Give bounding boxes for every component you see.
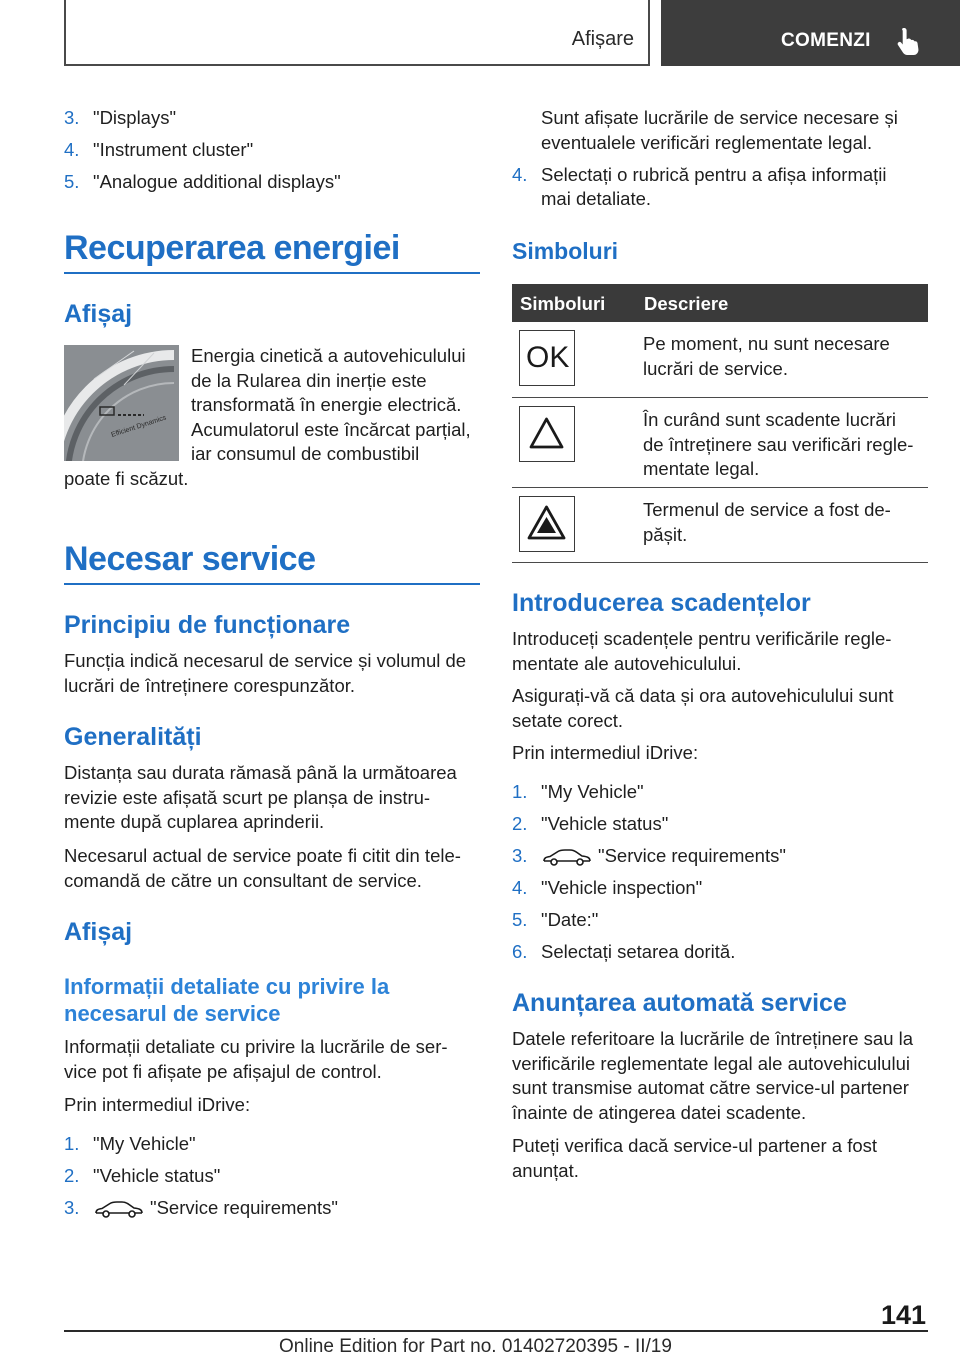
header-chapter-label: COMENZI [781,30,871,51]
heading-line: Informații detaliate cu privire la [64,974,390,999]
principiu-paragraph [64,649,494,698]
list-number: 3. [64,1197,80,1218]
list-text: "My Vehicle" [541,781,644,802]
heading-rule [64,583,480,585]
generalitati-paragraph-2 [64,844,494,893]
list-item [64,170,480,194]
list-text: Selectați setarea dorită. [541,941,736,962]
list-text: "Service requirements" [150,1197,338,1218]
text-line: Introduceți scadențele pentru verificările regle- [512,628,892,649]
text-line: Distanța sau durata rămasă până la următoarea [64,762,457,783]
text-line: setate corect. [512,709,624,731]
text-line: mentate ale autovehiculului. [512,652,742,674]
heading-recuperarea-energiei: Recuperarea energiei [64,229,400,267]
car-outline-icon [542,848,592,866]
table-header-description: Descriere [644,293,729,314]
pointing-hand-icon [893,26,923,56]
text-line: comandă de către un consultant de service. [64,869,422,891]
text-line: transformată în energie electrică. [191,394,462,415]
heading-generalitati: Generalități [64,723,202,751]
afisaj-paragraph [191,344,491,467]
footer-edition-text: Online Edition for Part no. 01402720395 - II/19 [279,1336,672,1357]
heading-line: necesarul de service [64,1001,281,1026]
header-section-label: Afișare [571,28,634,50]
text-line: Sunt afișate lucrările de service necesare și [541,107,898,128]
text-line: mentate legal. [643,458,760,479]
table-row-rule [512,487,928,488]
heading-afisaj: Afișaj [64,300,133,328]
warning-triangle-filled-icon [519,496,575,552]
list-item [64,138,480,162]
text-line: vice pot fi afișate pe afișajul de control. [64,1060,382,1082]
list-item [64,1132,480,1156]
text-line: lucrări de service. [643,357,788,379]
list-number: 2. [64,1165,80,1186]
list-item [512,163,928,213]
heading-necesar-service: Necesar service [64,540,316,578]
text-line: Necesarul actual de service poate fi citit din tele- [64,845,461,866]
list-item [64,1196,480,1220]
list-text: "Analogue additional displays" [93,171,341,192]
info-paragraph [64,1035,494,1084]
text-line: eventualele verificări reglementate legal. [541,131,873,153]
table-row-rule [512,562,928,563]
list-number: 4. [512,877,528,898]
list-number: 3. [64,107,80,128]
warning-triangle-icon [519,406,575,462]
list-text: "Vehicle inspection" [541,877,703,898]
list-number: 4. [512,164,528,185]
list-text: "Instrument cluster" [93,139,254,160]
intro-paragraph-1 [512,627,942,676]
text-line: pășit. [643,523,688,545]
table-row-desc [643,332,933,381]
anuntare-paragraph-2 [512,1134,942,1183]
text-line: Datele referitoare la lucrările de întreținere sau la [512,1028,914,1049]
list-item [64,1164,480,1188]
text-line: Informații detaliate cu privire la lucrările de ser- [64,1036,448,1057]
heading-principiu: Principiu de funcționare [64,611,351,639]
intro-paragraph-2 [512,684,942,733]
list-text: "Vehicle status" [541,813,669,834]
list-item [512,844,928,868]
text-line: verificările reglementate legal ale autovehiculului [512,1052,910,1074]
thumb-label: Efficient Dynamics [110,414,168,439]
list-item [512,876,928,900]
text-line: mente după cuplarea aprinderii. [64,811,325,832]
afisaj-paragraph-end: poate fi scăzut. [64,468,189,489]
list-number: 1. [512,781,528,802]
generalitati-paragraph-1 [64,761,494,835]
continued-paragraph [541,106,941,155]
text-line: Puteți verifica dacă service-ul partener a fost [512,1135,878,1156]
list-item [64,106,480,130]
heading-introducerea: Introducerea scadențelor [512,589,811,617]
list-number: 1. [64,1133,80,1154]
text-line: anunțat. [512,1159,579,1181]
idrive-intro: Prin intermediul iDrive: [64,1094,251,1115]
list-item [512,908,928,932]
heading-rule [64,272,480,274]
list-text: "Date:" [541,909,599,930]
list-text: "My Vehicle" [93,1133,196,1154]
list-text: Selectați o rubrică pentru a afișa informații [541,164,887,185]
list-item [512,940,928,964]
text-line: revizie este afișată scurt pe planșa de instru- [64,786,431,808]
list-text: mai detaliate. [541,188,652,209]
footer-rule [64,1330,928,1332]
heading-simboluri: Simboluri [512,238,619,264]
text-line: Termenul de service a fost de- [643,499,891,520]
text-line: Funcția indică necesarul de service și volumul de [64,650,467,671]
heading-anuntarea: Anunțarea automată service [512,989,847,1017]
text-line: de întreținere sau verificări regle- [643,433,914,455]
energy-recuperation-display-image [64,345,179,461]
text-line: Acumulatorul este încărcat parțial, [191,418,471,440]
text-line: sunt transmise automat către service-ul partener [512,1077,909,1098]
list-text: "Service requirements" [598,845,786,866]
ok-icon-text: OK [526,341,570,374]
text-line: Pe moment, nu sunt necesare [643,333,890,354]
table-row-desc [643,408,933,482]
table-row-rule [512,397,928,398]
list-text: "Displays" [93,107,177,128]
list-text: "Vehicle status" [93,1165,221,1186]
text-line: înainte de atingerea datei scadente. [512,1101,807,1123]
header-section-tab [64,0,650,66]
text-line: Energia cinetică a autovehiculului [191,345,466,366]
car-outline-icon [94,1200,144,1218]
list-number: 6. [512,941,528,962]
list-number: 4. [64,139,80,160]
table-header [512,284,928,322]
text-line: iar consumul de combustibil [191,443,420,464]
page-number: 141 [880,1300,926,1330]
list-item [512,812,928,836]
text-line: În curând sunt scadente lucrări [643,409,896,430]
ok-icon [519,330,575,386]
idrive-intro: Prin intermediul iDrive: [512,742,699,763]
heading-informatii-detaliate [64,973,480,1027]
anuntare-paragraph-1 [512,1027,942,1125]
table-header-symbols: Simboluri [520,293,606,314]
text-line: Asigurați-vă că data și ora autovehiculului sunt [512,685,894,706]
list-number: 2. [512,813,528,834]
text-line: de la Rularea din inerție este [191,369,427,391]
list-number: 3. [512,845,528,866]
list-number: 5. [64,171,80,192]
text-line: lucrări de întreținere corespunzător. [64,674,356,696]
table-row-desc [643,498,933,547]
heading-afisaj-2: Afișaj [64,918,133,946]
list-item [512,780,928,804]
list-number: 5. [512,909,528,930]
